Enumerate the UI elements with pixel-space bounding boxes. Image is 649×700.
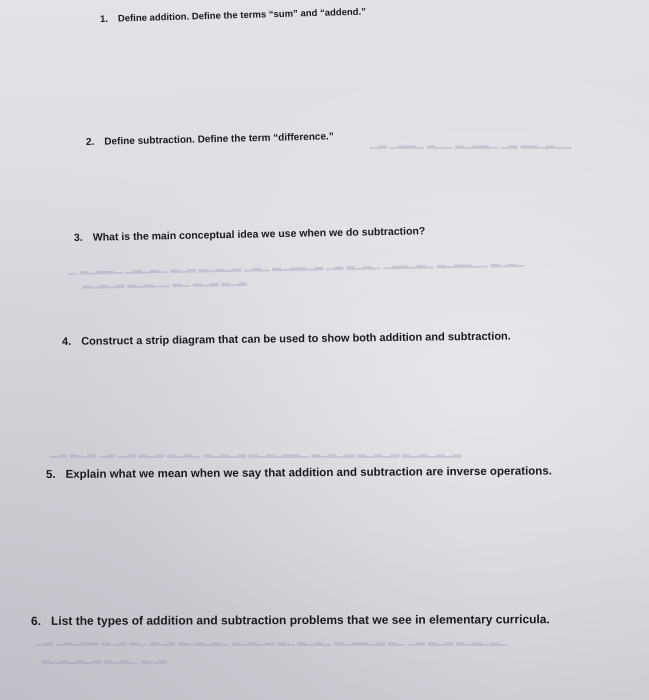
show-through-text: ▁▂ ▁▂▂▁ ▂▁▁ ▂▁▂▂▁ ▁▂ ▂▂▁▂▁▁ [370, 137, 572, 149]
question-number: 2. [85, 136, 95, 148]
question-6 [31, 612, 550, 628]
question-text: Construct a strip diagram that can be used to show both addition and subtraction. [81, 330, 511, 348]
question-5 [46, 465, 552, 481]
question-number: 3. [73, 231, 83, 244]
question-text: List the types of addition and subtraction problems that we see in elementary curricula. [50, 612, 550, 628]
question-text: Define addition. Define the terms “sum” and “addend.” [117, 6, 367, 25]
question-number: 6. [30, 613, 42, 628]
question-number: 4. [61, 335, 72, 348]
show-through-text: ▂▁▂▁▂ ▂▁▂▁▁ ▂▁ ▂▁▂ ▂▁▂ [81, 274, 247, 289]
question-4 [62, 331, 511, 348]
question-text: Define subtraction. Define the term “difference.” [104, 131, 334, 148]
show-through-text: ▁▂ ▁▂▁▂▂ ▂▁▂ ▂▁ ▂▁▂ ▂▁▂▁▂▁ ▂▁▂▁▂ ▂▁ ▂▁▂▁ ▂▁▂▂▁▂ ▂▁ ▁▂ ▂▁▂ ▂▁▂▁▂▁ [36, 634, 508, 646]
question-3 [74, 225, 425, 244]
question-text: What is the main conceptual idea we use when we do subtraction? [92, 225, 426, 244]
show-through-text: ▁ ▂▁▂▂▁ ▁▂▁▂▁ ▂▁▂ ▂▁▂▁▂ ▁▂▁ ▂▁▂▂▁▂ ▁▂ ▂▁▂▁ ▁▂▂▁▂▁ ▂▁▂▂▁▁ ▂▁▂▁ [67, 255, 525, 275]
question-text: Explain what we mean when we say that addition and subtraction are inverse operations. [65, 465, 552, 481]
show-through-text: ▁▂ ▂▁▂ ▁▂ ▁▂ ▂▁▂ ▂▁▂▁ ▂▁▂▁▂ ▂▁▂▁▂▂▁ ▂▁▂▁▂ ▂▁▂▁▂ ▂▁▂▁▂▁▂ [50, 446, 462, 458]
question-1 [100, 7, 366, 25]
question-number: 1. [99, 13, 109, 25]
show-through-text: ▂▁▂▁▂▁▂ ▂▁▂▁ ▂▁▂ [42, 652, 167, 664]
question-2 [86, 131, 334, 148]
question-number: 5. [45, 468, 56, 481]
